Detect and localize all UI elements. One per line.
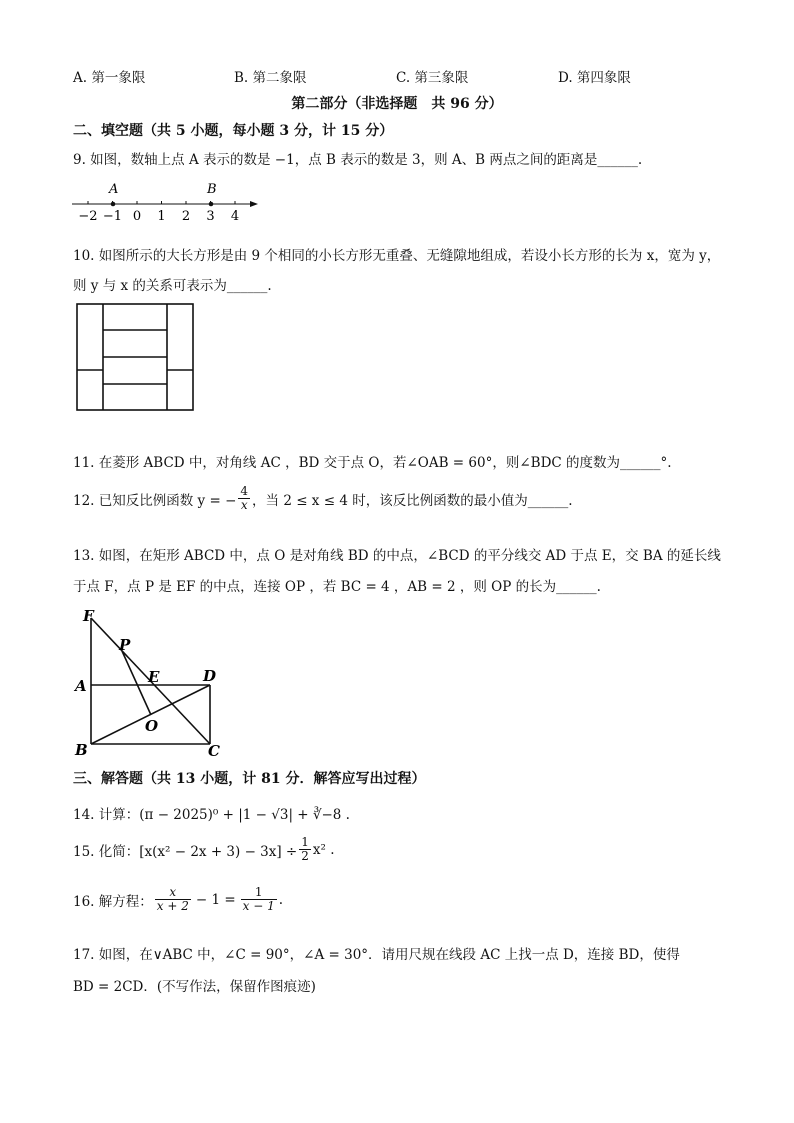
part-title: 第二部分（非选择题 共 96 分） — [291, 96, 503, 112]
lhs-denominator: x + 2 — [156, 899, 189, 914]
label-e: E — [148, 668, 160, 686]
question-9: 9. 如图，数轴上点 A 表示的数是 −1，点 B 表示的数是 3，则 A、B 两点之间的距离是______. — [73, 152, 643, 168]
question-16-before: 16. 解方程： — [73, 893, 153, 910]
point-a-label: A — [109, 182, 119, 197]
rhs-denominator: x − 1 — [242, 899, 275, 914]
question-12-fraction — [238, 485, 250, 512]
tick-label: 4 — [230, 209, 240, 224]
question-12-before: 12. 已知反比例函数 y = − — [73, 492, 237, 509]
label-o: O — [145, 717, 159, 735]
question-16 — [73, 886, 283, 913]
question-12 — [73, 485, 573, 512]
question-16-lhs-fraction — [155, 886, 191, 913]
fraction-denominator: x — [240, 498, 248, 513]
question-16-after: . — [278, 891, 284, 908]
tick-label: 0 — [132, 209, 142, 224]
question-15-after: x² . — [312, 841, 335, 858]
option-b: B. 第二象限 — [234, 70, 307, 86]
label-d: D — [203, 667, 217, 685]
rectangle-tiling-figure — [74, 302, 196, 412]
option-a: A. 第一象限 — [73, 70, 146, 86]
label-p: P — [119, 636, 131, 654]
question-15-before: 15. 化简：[x(x² − 2x + 3) − 3x] ÷ — [73, 843, 298, 860]
question-13-line1: 13. 如图，在矩形 ABCD 中，点 O 是对角线 BD 的中点，∠BCD 的平分线交 AD 于点 E，交 BA 的延长线 — [73, 548, 721, 564]
number-line-arrow — [250, 201, 258, 207]
number-line-figure — [68, 178, 268, 226]
tick-label: −1 — [102, 209, 123, 224]
option-d: D. 第四象限 — [558, 70, 631, 86]
tick-label: −2 — [78, 209, 98, 224]
fraction-numerator: 1 — [301, 835, 309, 849]
point-b-label: B — [207, 182, 217, 197]
question-15 — [73, 836, 335, 863]
question-17-line1: 17. 如图，在∨ABC 中，∠C = 90°，∠A = 30°．请用尺规在线段 AC 上找一点 D，连接 BD，使得 — [73, 947, 680, 963]
tick-label: 3 — [206, 209, 215, 224]
section3-heading: 三、解答题（共 13 小题，计 81 分．解答应写出过程） — [73, 771, 426, 787]
point-a-dot — [111, 202, 116, 207]
label-a: A — [75, 677, 87, 695]
option-c: C. 第三象限 — [396, 70, 469, 86]
question-17-line2: BD = 2CD．(不写作法，保留作图痕迹) — [73, 979, 316, 995]
question-14: 14. 计算：(π − 2025)⁰ + |1 − √3| + ∛−8 . — [73, 807, 350, 823]
label-b: B — [75, 741, 88, 759]
question-16-rhs-fraction — [241, 886, 277, 913]
fraction-denominator: 2 — [301, 849, 309, 864]
segment-po — [122, 651, 151, 715]
point-b-dot — [209, 202, 214, 207]
question-15-fraction — [299, 836, 311, 863]
question-10-line1: 10. 如图所示的大长方形是由 9 个相同的小长方形无重叠、无缝隙地组成，若设小长方形的长为 x，宽为 y， — [73, 248, 721, 264]
rhs-numerator: 1 — [241, 886, 277, 900]
question-10-line2: 则 y 与 x 的关系可表示为______. — [73, 278, 272, 294]
question-11: 11. 在菱形 ABCD 中，对角线 AC ，BD 交于点 O，若∠OAB = 60°，则∠BDC 的度数为______°. — [73, 455, 672, 471]
question-12-after: ，当 2 ≤ x ≤ 4 时，该反比例函数的最小值为______. — [252, 492, 573, 509]
fraction-numerator: 4 — [240, 484, 249, 498]
question-16-middle: − 1 = — [195, 891, 236, 908]
section2-heading: 二、填空题（共 5 小题，每小题 3 分，计 15 分） — [73, 123, 394, 139]
label-c: C — [208, 742, 220, 760]
label-f: F — [83, 607, 94, 625]
rectangle-geometry-figure — [72, 604, 232, 760]
lhs-numerator: x — [155, 886, 191, 900]
question-13-line2: 于点 F，点 P 是 EF 的中点，连接 OP ，若 BC = 4 ，AB = 2 ，则 OP 的长为______. — [73, 579, 601, 595]
tick-label: 2 — [181, 209, 191, 224]
tick-label: 1 — [157, 209, 166, 224]
